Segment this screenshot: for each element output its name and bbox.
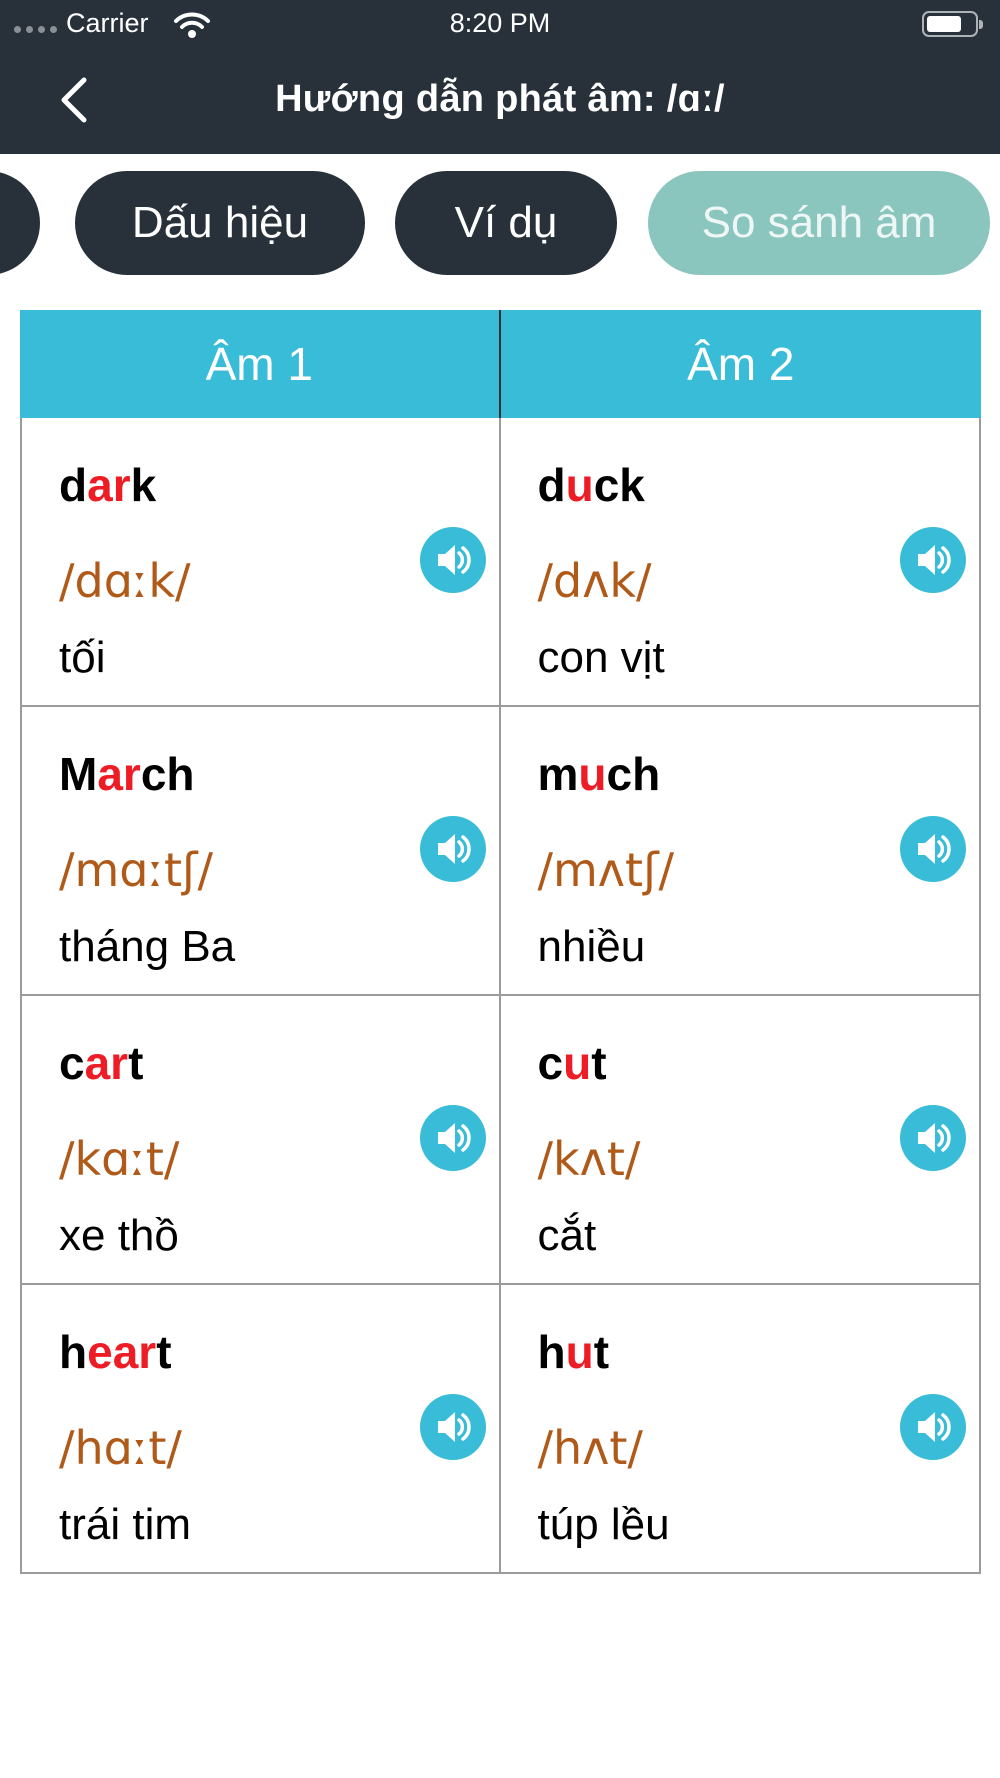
word-cell [501, 996, 980, 1283]
word-highlight: ar [97, 748, 141, 800]
word-cell [22, 707, 501, 994]
table-row [22, 707, 979, 996]
word-highlight: u [565, 459, 594, 511]
ipa-transcription: /mɑːtʃ/ [59, 843, 213, 897]
table-row [22, 1285, 979, 1574]
ipa-transcription: /hɑːt/ [59, 1421, 182, 1475]
speaker-icon [432, 828, 474, 870]
word-meaning: con vịt [537, 633, 665, 682]
ipa-transcription: /kɑːt/ [59, 1132, 180, 1186]
word: duck [537, 459, 645, 511]
word-meaning: xe thồ [59, 1211, 179, 1260]
word: dark [59, 459, 157, 511]
word-highlight: ar [84, 1037, 129, 1089]
word-highlight: ear [87, 1326, 157, 1378]
word-cell [501, 1285, 980, 1572]
play-audio-button[interactable] [420, 1394, 486, 1460]
word-meaning: cắt [537, 1211, 597, 1260]
speaker-icon [912, 1117, 954, 1159]
word-meaning: túp lều [537, 1500, 670, 1549]
top-bar [0, 0, 1000, 154]
play-audio-button[interactable] [900, 1394, 966, 1460]
table-header [20, 310, 981, 418]
play-audio-button[interactable] [420, 527, 486, 593]
ipa-transcription: /dʌk/ [537, 554, 652, 608]
word-cell [22, 996, 501, 1283]
tab-examples[interactable]: Ví dụ [395, 171, 617, 275]
table-body [20, 418, 981, 1574]
play-audio-button[interactable] [900, 527, 966, 593]
comparison-table [20, 310, 981, 1574]
word-highlight: u [565, 1326, 594, 1378]
word: cut [537, 1037, 607, 1089]
word-highlight: u [578, 748, 607, 800]
word-meaning: tháng Ba [59, 922, 236, 971]
tab-previous[interactable] [0, 171, 40, 275]
speaker-icon [432, 539, 474, 581]
word: hut [537, 1326, 610, 1378]
table-row [22, 418, 979, 707]
ipa-transcription: /hʌt/ [537, 1421, 643, 1475]
word-highlight: ar [87, 459, 131, 511]
word-cell [501, 418, 980, 705]
play-audio-button[interactable] [900, 816, 966, 882]
speaker-icon [912, 1406, 954, 1448]
header-sound-1: Âm 1 [20, 310, 501, 418]
word-meaning: trái tim [59, 1500, 191, 1549]
word-cell [22, 1285, 501, 1572]
word: March [59, 748, 195, 800]
battery-icon [922, 11, 978, 37]
play-audio-button[interactable] [900, 1105, 966, 1171]
page-title: Hướng dẫn phát âm: /ɑː/ [275, 78, 725, 120]
speaker-icon [912, 828, 954, 870]
speaker-icon [432, 1117, 474, 1159]
segment-tabs [0, 154, 1000, 294]
word-meaning: nhiều [537, 922, 646, 971]
speaker-icon [432, 1406, 474, 1448]
word: cart [59, 1037, 144, 1089]
ipa-transcription: /kʌt/ [537, 1132, 641, 1186]
play-audio-button[interactable] [420, 816, 486, 882]
word: heart [59, 1326, 172, 1378]
tab-compare-sounds[interactable]: So sánh âm [648, 171, 990, 275]
play-audio-button[interactable] [420, 1105, 486, 1171]
carrier-label: Carrier [66, 8, 149, 38]
header-sound-2: Âm 2 [687, 338, 795, 390]
table-row [22, 996, 979, 1285]
word-meaning: tối [59, 633, 106, 682]
ipa-transcription: /dɑːk/ [59, 554, 191, 608]
nav-bar [0, 48, 1000, 154]
status-time: 8:20 PM [449, 8, 551, 38]
ipa-transcription: /mʌtʃ/ [537, 843, 675, 897]
word: much [537, 748, 661, 800]
word-cell [501, 707, 980, 994]
tab-signs[interactable]: Dấu hiệu [75, 171, 365, 275]
status-bar [0, 0, 1000, 48]
speaker-icon [912, 539, 954, 581]
word-highlight: u [563, 1037, 592, 1089]
word-cell [22, 418, 501, 705]
